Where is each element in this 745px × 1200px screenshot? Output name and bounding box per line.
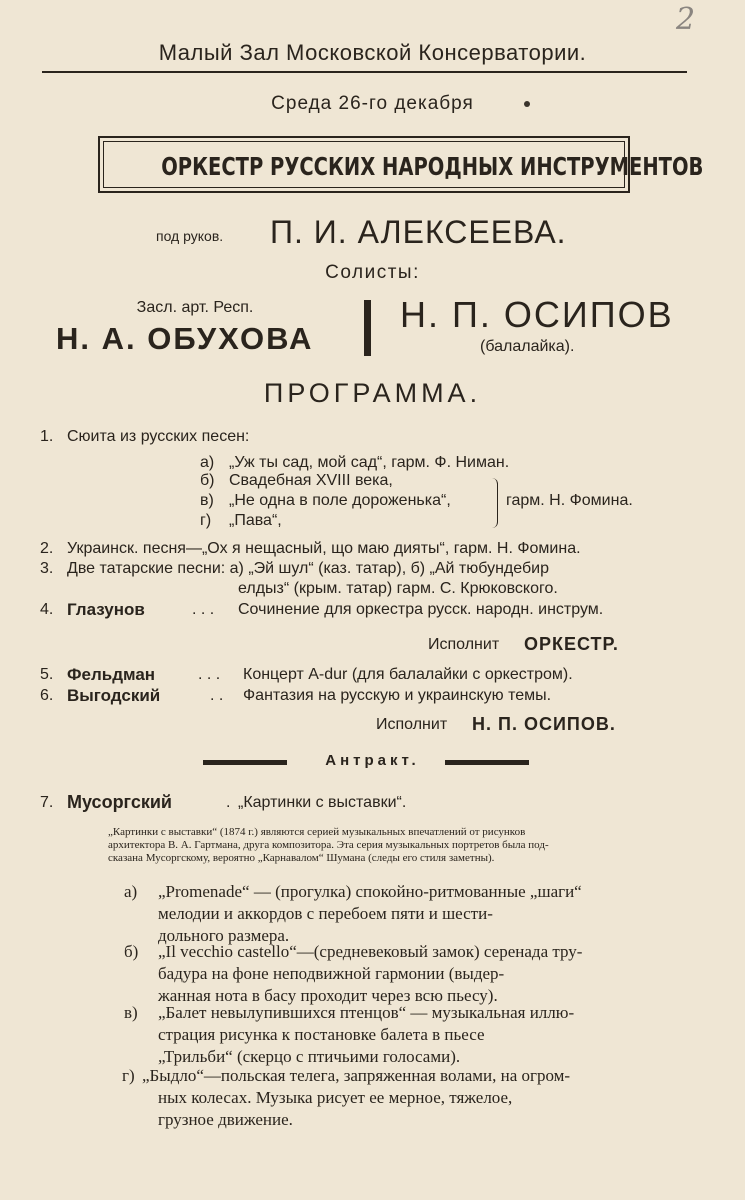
composer: Мусоргский [67, 792, 172, 812]
item-title: Сюита из русских песен: [67, 428, 250, 445]
part-line: „Трильби“ (скерцо с птичьими голосами). [158, 1047, 461, 1066]
program-note-line: архитектора В. А. Гартмана, друга композитора. Эта серия музыкальных портретов была под- [108, 839, 549, 851]
item-text: „Картинки с выставки“. [238, 794, 407, 811]
hall-underline [42, 71, 687, 73]
conductor-name: П. И. АЛЕКСЕЕВА. [270, 214, 567, 250]
part-line: „Балет невылупившихся птенцов“ — музыкальная иллю- [158, 1003, 575, 1022]
sub-letter: а) [200, 454, 215, 471]
arranger: гарм. Н. Фомина. [506, 492, 633, 509]
sub-letter: г) [200, 512, 212, 529]
soloist-name-obukhova: Н. А. ОБУХОВА [56, 321, 314, 356]
sub-text: „Пава“, [229, 512, 282, 529]
part-line: „Быдло“—польская телега, запряженная волами, на огром- [142, 1066, 571, 1085]
part-line: ных колесах. Музыка рисует ее мерное, тяжелое, [158, 1088, 513, 1107]
leader-dots: . . . [198, 666, 221, 683]
leader-dots: . . . [192, 601, 215, 618]
soloist-title: Засл. арт. Респ. [136, 299, 254, 316]
ink-dot [524, 101, 530, 107]
part-line: „Promenade“ — (прогулка) спокойно-ритмованные „шаги“ [158, 882, 582, 901]
part-line: страция рисунка к постановке балета в пьесе [158, 1025, 485, 1044]
program-note-line: „Картинки с выставки“ (1874 г.) являются серией музыкальных впечатлений от рисунков [108, 826, 526, 838]
performer-name: ОРКЕСТР. [524, 634, 619, 654]
concert-date: Среда 26-го декабря [271, 93, 474, 114]
program-title: ПРОГРАММА. [263, 378, 482, 408]
program-note-line: сказана Мусоргскому, вероятно „Карнавалом“ Шумана (следы его стиля заметны). [108, 852, 495, 864]
item-text: Фантазия на русскую и украинскую темы. [243, 687, 552, 704]
arranger-bracket [492, 478, 498, 528]
part-letter: г) [122, 1066, 135, 1085]
item-number: 3. [40, 560, 54, 577]
soloists-divider [364, 300, 371, 356]
item-number: 7. [40, 794, 54, 811]
part-letter: в) [124, 1003, 138, 1022]
item-number: 2. [40, 540, 54, 557]
ensemble-name: ОРКЕСТР РУССКИХ НАРОДНЫХ ИНСТРУМЕНТОВ [161, 152, 704, 181]
item-number: 4. [40, 601, 54, 618]
page-number: 2 [676, 2, 696, 37]
composer: Фельдман [67, 665, 156, 684]
hall-title: Малый Зал Московской Консерватории. [158, 40, 587, 65]
item-text-cont: елдыз“ (крым. татар) гарм. С. Крюковского. [238, 580, 558, 597]
part-line: бадура на фоне неподвижной гармонии (выдер- [158, 964, 505, 983]
composer: Глазунов [67, 600, 145, 619]
intermission-label: Антракт. [325, 752, 420, 769]
ensemble-frame [98, 136, 704, 193]
sub-letter: б) [200, 472, 215, 489]
sub-text: Свадебная XVIII века, [229, 472, 393, 489]
sub-text: „Не одна в поле дороженька“, [229, 492, 451, 509]
item-text: Концерт A-dur (для балалайки с оркестром). [243, 666, 573, 683]
performer-label: Исполнит [376, 716, 448, 733]
sub-letter: в) [200, 492, 214, 509]
part-letter: а) [124, 882, 138, 901]
part-line: мелодии и аккордов с перебоем пяти и шести- [158, 904, 493, 923]
item-number: 1. [40, 428, 54, 445]
leader-dots: . [226, 794, 231, 811]
item-text: Две татарские песни: а) „Эй шул“ (каз. татар), б) „Ай тюбундебир [67, 560, 549, 577]
ensemble-frame-inner [103, 141, 704, 188]
item-text: Украинск. песня—„Ох я нещасный, що маю дияты“, гарм. Н. Фомина. [67, 540, 581, 557]
soloist-name-osipov: Н. П. ОСИПОВ [400, 294, 674, 335]
item-number: 5. [40, 666, 54, 683]
intermission-rule-right [445, 760, 529, 765]
composer: Выгодский [67, 686, 161, 705]
leader-dots: . . [210, 687, 224, 704]
part-line: „Il vecchio castello“—(средневековый замок) серенада тру- [158, 942, 583, 961]
performer-name: Н. П. ОСИПОВ. [472, 714, 616, 734]
part-line: жанная нота в басу проходит через всю пьесу). [158, 986, 498, 1005]
soloists-label: Солисты: [325, 262, 420, 283]
item-text: Сочинение для оркестра русск. народн. инструм. [238, 601, 604, 618]
soloist-instrument: (балалайка). [480, 338, 575, 355]
part-line: дольного размера. [158, 926, 290, 945]
part-letter: б) [124, 942, 139, 961]
sub-text: „Уж ты сад, мой сад“, гарм. Ф. Ниман. [229, 454, 510, 471]
item-number: 6. [40, 687, 54, 704]
performer-label: Исполнит [428, 636, 500, 653]
conductor-prefix: под руков. [156, 228, 224, 244]
part-line: грузное движение. [158, 1110, 293, 1129]
